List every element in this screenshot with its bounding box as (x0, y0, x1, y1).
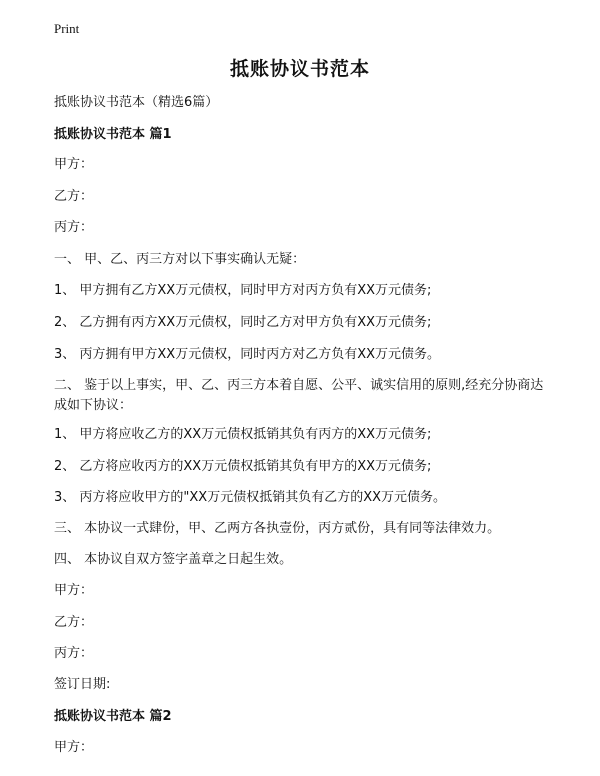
document-subtitle: 抵账协议书范本（精选6篇） (54, 95, 219, 110)
section-2-heading: 抵账协议书范本 篇2 (54, 709, 172, 724)
document-title: 抵账协议书范本 (229, 58, 370, 80)
fact-2: 2、 乙方拥有丙方XX万元债权，同时乙方对甲方负有XX万元债务; (54, 315, 432, 330)
fact-3: 3、 丙方拥有甲方XX万元债权，同时丙方对乙方负有XX万元债务。 (54, 347, 441, 362)
section-1-heading: 抵账协议书范本 篇1 (54, 127, 172, 142)
party-a-line: 甲方： (54, 157, 94, 172)
agreement-3: 3、 丙方将应收甲方的"XX万元债权抵销其负有乙方的XX万元债务。 (54, 490, 447, 505)
sign-party-a: 甲方： (54, 583, 94, 598)
clause-1: 一、 甲、乙、丙三方对以下事实确认无疑： (54, 252, 306, 267)
sign-party-b: 乙方： (54, 615, 94, 630)
party-c-line: 丙方： (54, 220, 94, 235)
sign-date: 签订日期: (54, 677, 111, 692)
clause-4: 四、 本协议自双方签字盖章之日起生效。 (54, 552, 293, 567)
section-2-party-a: 甲方： (54, 740, 94, 755)
agreement-2: 2、 乙方将应收丙方的XX万元债权抵销其负有甲方的XX万元债务; (54, 459, 432, 474)
clause-2: 二、 鉴于以上事实，甲、乙、丙三方本着自愿、公平、诚实信用的原则,经充分协商达成如下协议： (54, 378, 544, 413)
clause-3: 三、 本协议一式肆份，甲、乙两方各执壹份，丙方贰份，具有同等法律效力。 (54, 521, 501, 536)
agreement-1: 1、 甲方将应收乙方的XX万元债权抵销其负有丙方的XX万元债务; (54, 427, 432, 442)
fact-1: 1、 甲方拥有乙方XX万元债权，同时甲方对丙方负有XX万元债务; (54, 283, 432, 298)
party-b-line: 乙方： (54, 189, 94, 204)
print-link[interactable]: Print (54, 21, 80, 36)
sign-party-c: 丙方： (54, 646, 94, 661)
